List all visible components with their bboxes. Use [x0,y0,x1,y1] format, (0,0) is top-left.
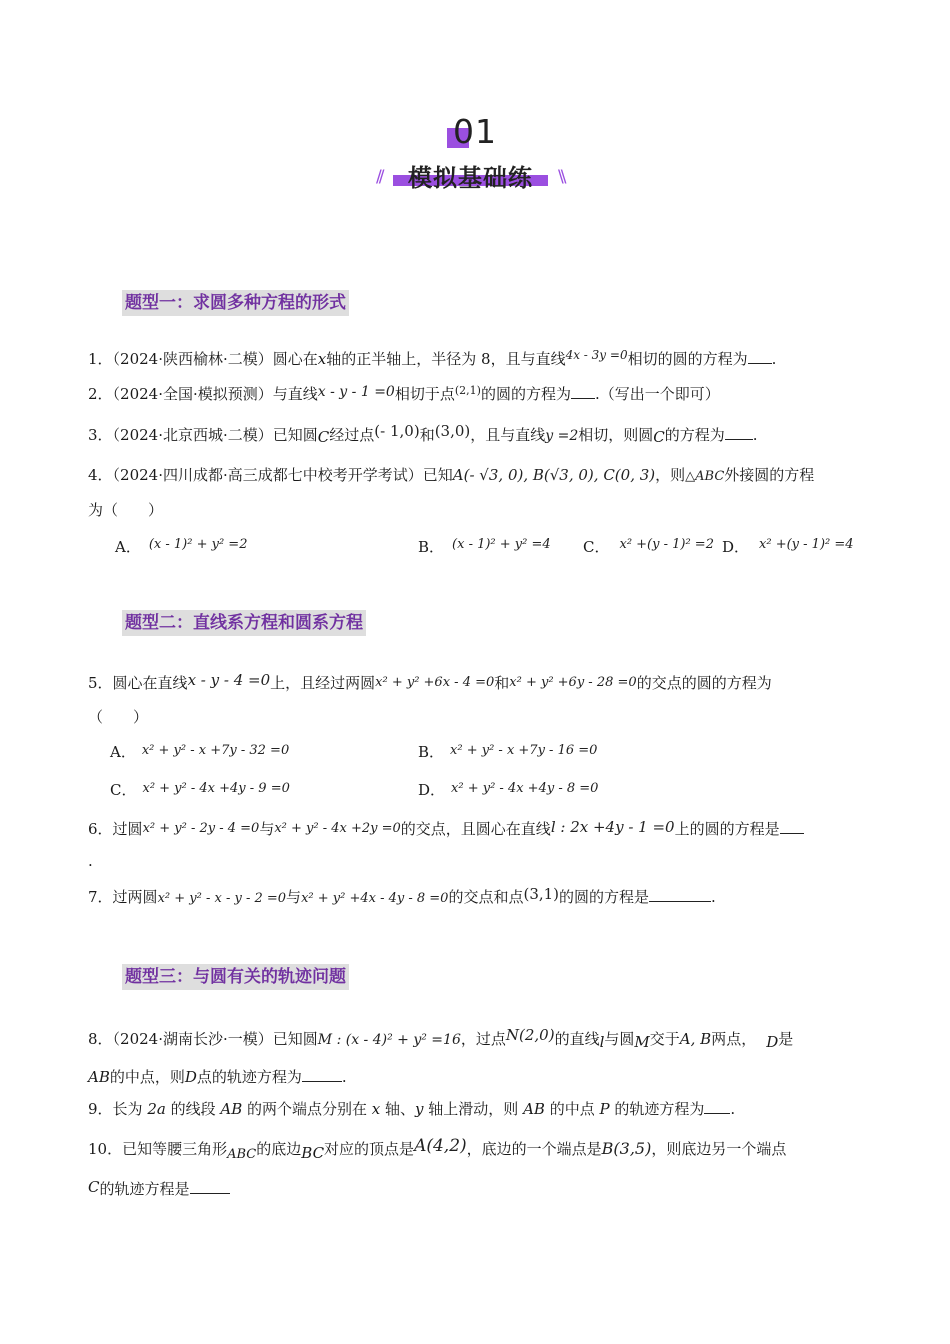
question-10-cont: C的轨迹方程是 [88,1178,230,1200]
answer-blank [725,425,753,440]
question-5-cont: （ ） [88,708,149,726]
answer-blank [302,1067,342,1082]
answer-blank [571,384,595,399]
question-7: 7．过两圆x² + y² - x - y - 2 =0与x² + y² +4x - 4y - 8 =0的交点和点(3,1)的圆的方程是 . [88,885,716,906]
q4-option-a[interactable]: A． (x - 1)² + y² =2 [115,537,248,556]
question-4: 4．（2024·四川成都·高三成都七中校考开学考试）已知A(- √3, 0), B(√3, 0), C(0, 3)，则△ABC外接圆的方程 [88,466,815,484]
question-6-cont: . [88,852,93,870]
section-title-1: 题型一：求圆多种方程的形式 [122,290,349,316]
question-4-cont: 为（ ） [88,501,164,519]
answer-blank [190,1179,230,1194]
question-2: 2．（2024·全国·模拟预测）与直线x - y - 1 =0相切于点$^{(2,1)}$的圆的方程为 .（写出一个即可） [88,384,720,403]
right-slash-deco: \\ [558,167,564,187]
answer-blank [704,1099,730,1114]
q5-option-d[interactable]: D． x² + y² - 4x +4y - 8 =0 [418,781,599,799]
question-1: 1．（2024·陕西榆林·二模）圆心在x轴的正半轴上，半径为 8，且与直线$^{4x - 3y =0}$相切的圆的方程为 . [88,348,777,368]
answer-blank [780,819,804,834]
answer-blank [649,887,711,902]
header-title: 模拟基础练 [408,164,533,192]
q5-option-b[interactable]: B． x² + y² - x +7y - 16 =0 [418,743,598,761]
q5-option-c[interactable]: C． x² + y² - 4x +4y - 9 =0 [110,781,290,799]
question-8: 8．（2024·湖南长沙·一模）已知圆M : (x - 4)² + y² =16，过点N(2,0)的直线l与圆M交于A, B两点， D是 [88,1026,794,1051]
question-5: 5．圆心在直线x - y - 4 =0上，且经过两圆x² + y² +6x - 4 =0和x² + y² +6y - 28 =0的交点的圆的方程为 [88,671,772,692]
header-title-bar [393,158,548,192]
question-9: 9．长为 2a 的线段 AB 的两个端点分别在 x 轴、y 轴上滑动，则 AB 的中点 P 的轨迹方程为 . [88,1100,736,1118]
answer-blank [748,349,772,364]
question-3: 3．（2024·北京西城·二模）已知圆C经过点(- 1,0)和(3,0)，且与直线y =2相切，则圆C的方程为 . [88,422,758,446]
q4-option-d[interactable]: D． x² +(y - 1)² =4 [722,537,854,556]
question-8-cont: AB的中点，则D点的轨迹方程为 . [88,1068,347,1086]
section-title-2: 题型二：直线系方程和圆系方程 [122,610,366,636]
left-slash-deco: // [376,167,382,187]
q4-option-c[interactable]: C． x² +(y - 1)² =2 [583,537,714,556]
question-6: 6．过圆x² + y² - 2y - 4 =0与x² + y² - 4x +2y =0的交点，且圆心在直线l : 2x +4y - 1 =0上的圆的方程是 [88,818,804,842]
q4-option-b[interactable]: B． (x - 1)² + y² =4 [418,537,551,556]
q5-option-a[interactable]: A． x² + y² - x +7y - 32 =0 [110,743,290,761]
section-title-3: 题型三：与圆有关的轨迹问题 [122,964,349,990]
question-10: 10．已知等腰三角形ABC的底边BC对应的顶点是A(4,2)，底边的一个端点是B(3,5)，则底边另一个端点 [88,1136,787,1162]
header-number: 01 [453,112,497,151]
